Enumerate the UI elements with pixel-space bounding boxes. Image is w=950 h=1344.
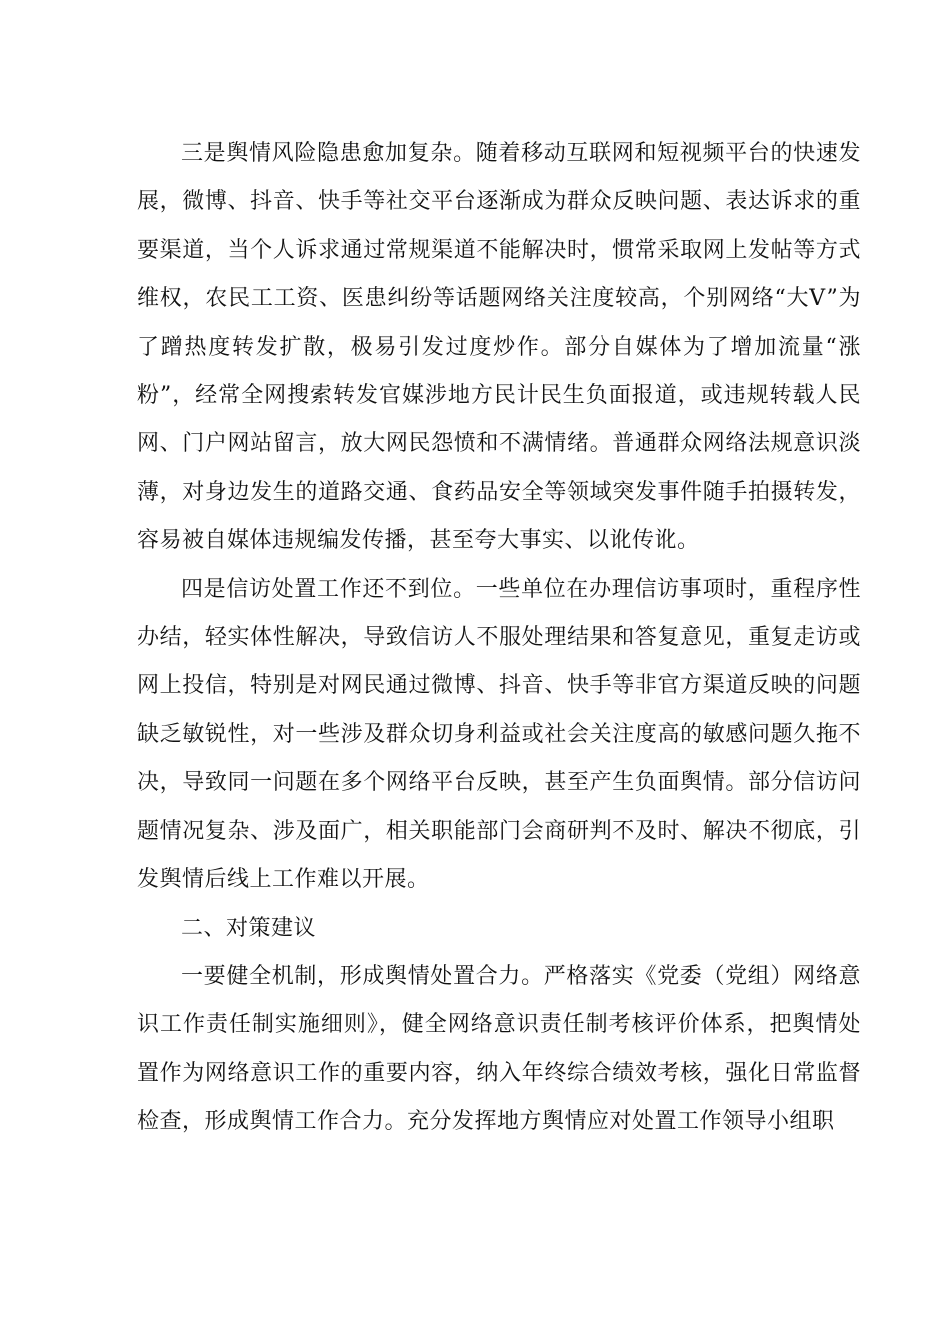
section-heading: 二、对策建议 <box>181 915 317 941</box>
paragraph-countermeasure-1: 一要健全机制，形成舆情处置合力。严格落实《党委（党组）网络意识工作责任制实施细则》，健全网络意识责任制考核评价体系，把舆情处置作为网络意识工作的重要内容，纳入年终综合绩效考核，强化日常监督检查，形成舆情工作合力。充分发挥地方舆情应对处置工作领导小组职 <box>137 963 861 1135</box>
paragraph-petition-handling: 四是信访处置工作还不到位。一些单位在办理信访事项时，重程序性办结，轻实体性解决，导致信访人不服处理结果和答复意见，重复走访或网上投信，特别是对网民通过微博、抖音、快手等非官方渠道反映的问题缺乏敏锐性，对一些涉及群众切身利益或社会关注度高的敏感问题久拖不决，导致同一问题在多个网络平台反映，甚至产生负面舆情。部分信访问题情况复杂、涉及面广，相关职能部门会商研判不及时、解决不彻底，引发舆情后线上工作难以开展。 <box>137 576 861 893</box>
document-body <box>137 130 861 1147</box>
paragraph-public-opinion-risk: 三是舆情风险隐患愈加复杂。随着移动互联网和短视频平台的快速发展，微博、抖音、快手等社交平台逐渐成为群众反映问题、表达诉求的重要渠道，当个人诉求通过常规渠道不能解决时，惯常采取网上发帖等方式维权，农民工工资、医患纠纷等话题网络关注度较高，个别网络“大V”为了蹭热度转发扩散，极易引发过度炒作。部分自媒体为了增加流量“涨粉”，经常全网搜索转发官媒涉地方民计民生负面报道，或违规转载人民网、门户网站留言，放大网民怨愤和不满情绪。普通群众网络法规意识淡薄，对身边发生的道路交通、食药品安全等领域突发事件随手拍摄转发，容易被自媒体违规编发传播，甚至夸大事实、以讹传讹。 <box>137 141 861 554</box>
